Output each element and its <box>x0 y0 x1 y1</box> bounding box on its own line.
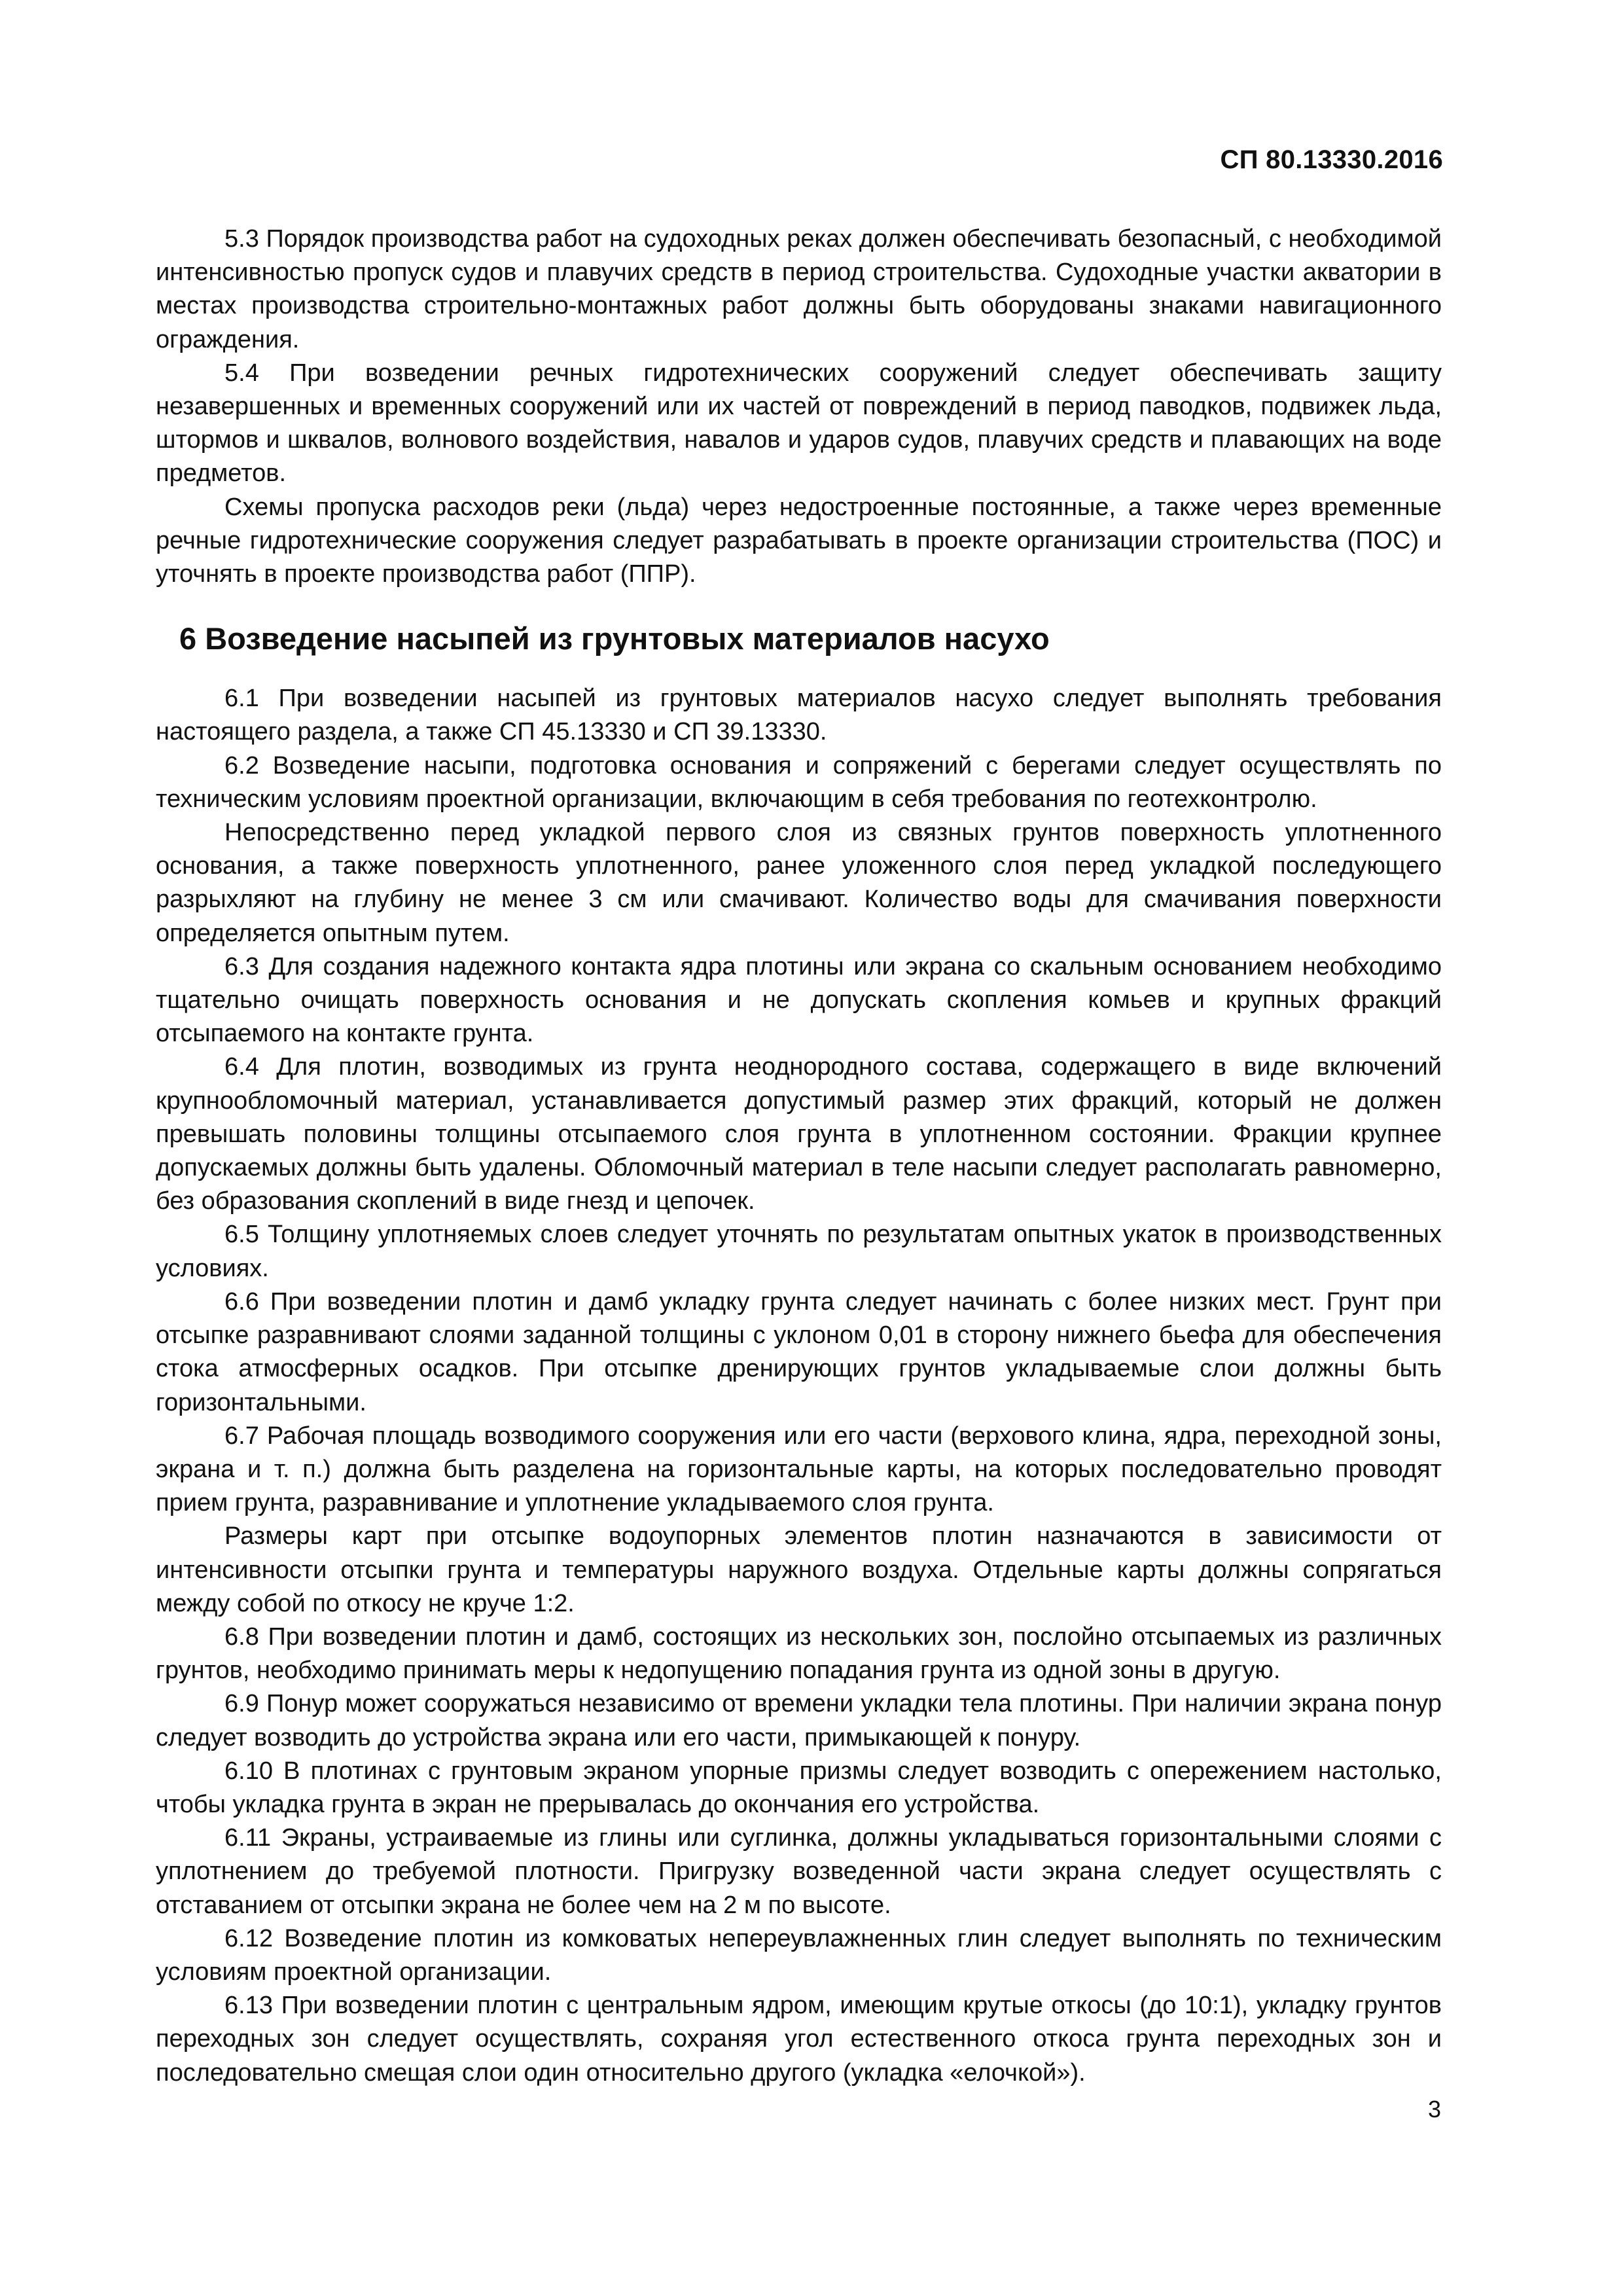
paragraph-6-6: 6.6 При возведении плотин и дамб укладку грунта следует начинать с более низких мест. Грунт при отсыпке разравнивают слоями заданной толщины с уклоном 0,01 в сторону нижнего бьефа для обеспечения стока атмосферных осадков. При отсыпке дренирующих грунтов укладываемые слои должны быть горизонтальными. <box>156 1287 1442 1416</box>
paragraph-5-4-schemes: Схемы пропуска расходов реки (льда) через недостроенные постоянные, а также через временные речные гидротехнические сооружения следует разрабатывать в проекте организации строительства (ПОС) и уточнять в проекте производства работ (ППР). <box>156 493 1442 588</box>
section-6-heading: 6 Возведение насыпей из грунтовых материалов насухо <box>179 621 1050 656</box>
paragraph-6-12: 6.12 Возведение плотин из комковатых непереувлажненных глин следует выполнять по техническим условиям проектной организации. <box>156 1924 1442 1986</box>
paragraph-5-4: 5.4 При возведении речных гидротехнических сооружений следует обеспечивать защиту незавершенных и временных сооружений или их частей от повреждений в период паводков, подвижек льда, штормов и шквалов, волнового воздействия, навалов и ударов судов, плавучих средств и плавающих на воде предметов. <box>156 359 1442 488</box>
paragraph-6-7: 6.7 Рабочая площадь возводимого сооружения или его части (верхового клина, ядра, переходной зоны, экрана и т. п.) должна быть разделена на горизонтальные карты, на которых последовательно проводят прием грунта, разравнивание и уплотнение укладываемого слоя грунта. <box>156 1422 1442 1517</box>
paragraph-6-3: 6.3 Для создания надежного контакта ядра плотины или экрана со скальным основанием необходимо тщательно очищать поверхность основания и не допускать скопления комьев и крупных фракций отсыпаемого на контакте грунта. <box>156 952 1442 1048</box>
document-code: СП 80.13330.2016 <box>1220 145 1443 174</box>
page-content <box>156 223 1442 2090</box>
paragraph-6-5: 6.5 Толщину уплотняемых слоев следует уточнять по результатам опытных укаток в производственных условиях. <box>156 1221 1442 1282</box>
paragraph-6-2: 6.2 Возведение насыпи, подготовка основания и сопряжений с берегами следует осуществлять по техническим условиям проектной организации, включающим в себя требования по геотехконтролю. <box>156 751 1442 813</box>
paragraph-6-2-preparation: Непосредственно перед укладкой первого слоя из связных грунтов поверхность уплотненного основания, а также поверхность уплотненного, ранее уложенного слоя перед укладкой последующего разрыхляют на глубину не менее 3 см или смачивают. Количество воды для смачивания поверхности определяется опытным путем. <box>156 819 1442 947</box>
paragraph-6-11: 6.11 Экраны, устраиваемые из глины или суглинка, должны укладываться горизонтальными слоями с уплотнением до требуемой плотности. Пригрузку возведенной части экрана следует осуществлять с отставанием от отсыпки экрана не более чем на 2 м по высоте. <box>156 1824 1442 1919</box>
paragraph-5-3: 5.3 Порядок производства работ на судоходных реках должен обеспечивать безопасный, с необходимой интенсивностью пропуск судов и плавучих средств в период строительства. Судоходные участки акватории в местах производства строительно-монтажных работ должны быть оборудованы знаками навигационного ограждения. <box>156 225 1442 353</box>
paragraph-6-10: 6.10 В плотинах с грунтовым экраном упорные призмы следует возводить с опережением настолько, чтобы укладка грунта в экран не прерывалась до окончания его устройства. <box>156 1757 1442 1818</box>
paragraph-6-7-map-sizes: Размеры карт при отсыпке водоупорных элементов плотин назначаются в зависимости от интенсивности отсыпки грунта и температуры наружного воздуха. Отдельные карты должны сопрягаться между собой по откосу не круче 1:2. <box>156 1522 1442 1617</box>
paragraph-6-13: 6.13 При возведении плотин с центральным ядром, имеющим крутые откосы (до 10:1), укладку грунтов переходных зон следует осуществлять, сохраняя угол естественного откоса грунта переходных зон и последовательно смещая слои один относительно другого (укладка «елочкой»). <box>156 1992 1442 2087</box>
paragraph-6-1: 6.1 При возведении насыпей из грунтовых материалов насухо следует выполнять требования настоящего раздела, а также СП 45.13330 и СП 39.13330. <box>156 685 1442 746</box>
paragraph-6-9: 6.9 Понур может сооружаться независимо от времени укладки тела плотины. При наличии экрана понур следует возводить до устройства экрана или его части, примыкающей к понуру. <box>156 1690 1442 1751</box>
page-number: 3 <box>1427 2096 1441 2123</box>
paragraph-6-4: 6.4 Для плотин, возводимых из грунта неоднородного состава, содержащего в виде включений крупнообломочный материал, устанавливается допустимый размер этих фракций, который не должен превышать половины толщины отсыпаемого слоя грунта в уплотненном состоянии. Фракции крупнее допускаемых должны быть удалены. Обломочный материал в теле насыпи следует располагать равномерно, без образования скоплений в виде гнезд и цепочек. <box>156 1053 1442 1215</box>
paragraph-6-8: 6.8 При возведении плотин и дамб, состоящих из нескольких зон, послойно отсыпаемых из различных грунтов, необходимо принимать меры к недопущению попадания грунта из одной зоны в другую. <box>156 1623 1442 1685</box>
